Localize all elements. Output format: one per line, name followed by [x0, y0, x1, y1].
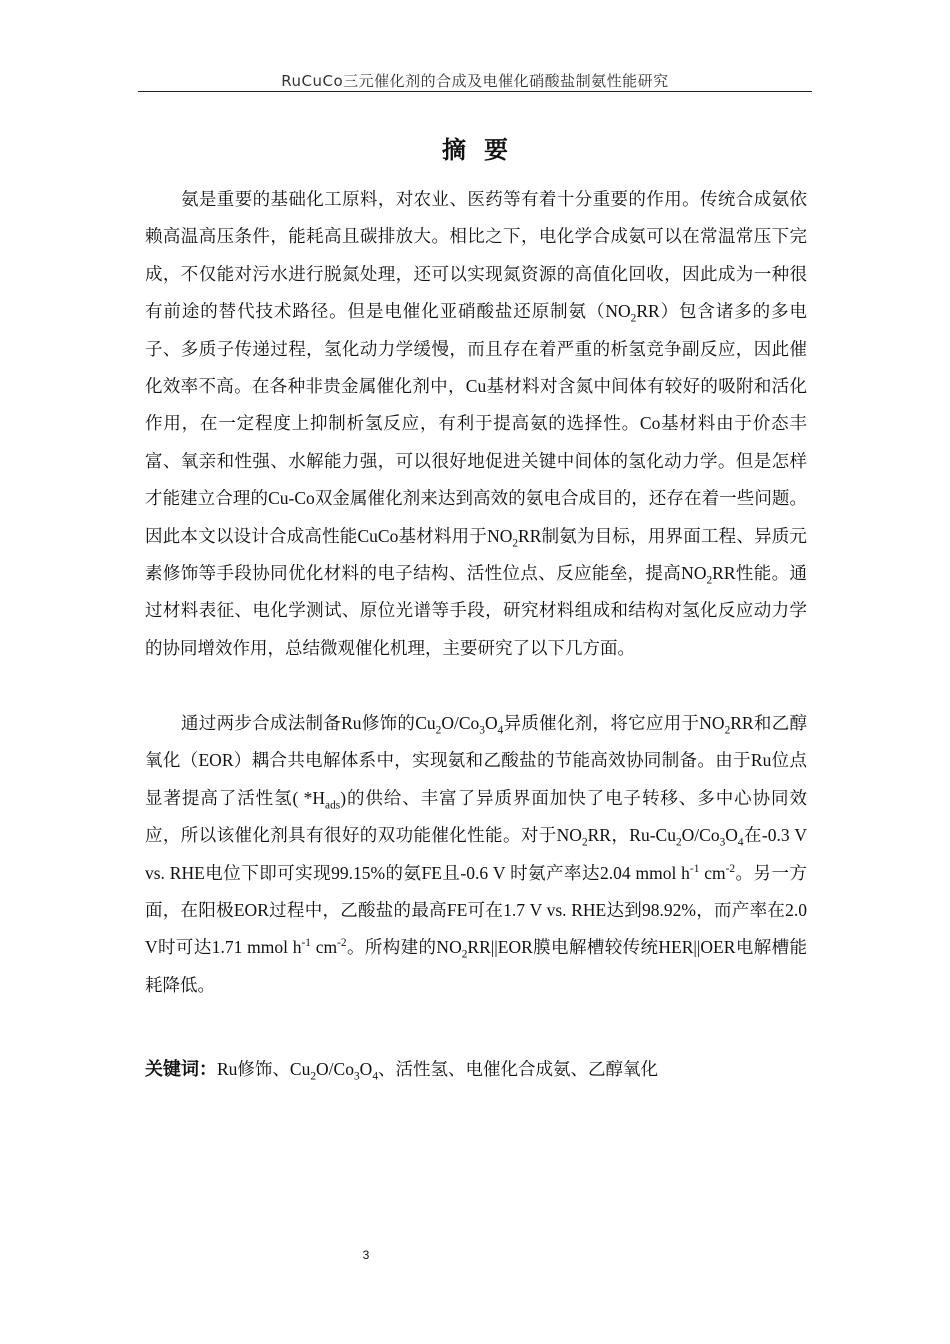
subscript: 2 — [630, 312, 637, 325]
keyword-text: O/Co — [316, 1059, 354, 1079]
text-run: )的供给、丰富了异质界面加快了电子转移、多中心协同效应，所以该催化剂具有很好的双功能催化性能。对于NO — [145, 787, 808, 846]
text-run: 氨是重要的基础化工原料，对农业、医药等有着十分重要的作用。传统合成氨依赖高温高压条件，能耗高且碳排放大。相比之下，电化学合成氨可以在常温常压下完成，不仅能对污水进行脱氮处理，还可以实现氮资源的高值化回收，因此成为一种很有前途的替代技术路径。但是电催化亚硝酸盐还原制氨（NO — [145, 189, 807, 322]
superscript: -2 — [337, 937, 347, 950]
text-run: 通过两步合成法制备Ru修饰的Cu — [181, 713, 436, 733]
keyword-text: Ru修饰、Cu — [217, 1059, 311, 1079]
keyword-text: 、活性氢、电催化合成氨、乙醇氧化 — [378, 1059, 658, 1079]
subscript: 4 — [372, 1070, 378, 1083]
text-run: RR||EOR膜电解槽较传统HER||OER电解槽能耗降低。 — [145, 937, 807, 995]
subscript: 2 — [675, 836, 682, 849]
text-run: O/Co — [441, 713, 480, 733]
subscript: 3 — [479, 724, 485, 737]
text-run: RR性能。通过材料表征、电化学测试、原位光谱等手段，研究材料组成和结构对氢化反应动力学的协同增效作用，总结微观催化机理，主要研究了以下几方面。 — [145, 563, 807, 658]
text-run: O — [484, 713, 498, 733]
text-run: RR和乙醇氧化（EOR）耦合共电解体系中，实现氨和乙酸盐的节能高效协同制备。由于Ru位点显著提高了活性氢( *H — [145, 713, 807, 808]
text-run: RR制氨为目标，用界面工程、异质元素修饰等手段协同优化材料的电子结构、活性位点、反应能垒，提高NO — [145, 525, 808, 584]
subscript: 2 — [724, 724, 731, 737]
subscript: 4 — [497, 724, 504, 737]
keyword-text: O — [359, 1059, 373, 1079]
subscript: 2 — [706, 574, 713, 587]
keywords-line — [145, 1051, 807, 1088]
subscript: 3 — [719, 836, 726, 849]
superscript: -2 — [725, 862, 736, 875]
abstract-title: 摘要 — [442, 136, 526, 164]
page-number: 3 — [362, 1248, 370, 1262]
text-run: RR）包含诸多的多电子、多质子传递过程，氢化动力学缓慢，而且存在着严重的析氢竞争副反应，因此催化效率不高。在各种非贵金属催化剂中，Cu基材料对含氮中间体有较好的吸附和活化作用，在一定程度上抑制析氢反应，有利于提高氨的选择性。Co基材料由于价态丰富、氧亲和性强、水解能力强，可以很好地促进关键中间体的氢化动力学。但是怎样才能建立合理的Cu-Co双金属催化剂来达到高效的氨电合成目的，还存在着一些问题。因此本文以设计合成高性能CuCo基材料用于NO — [145, 301, 807, 546]
superscript: -1 — [301, 937, 311, 950]
subscript: 3 — [353, 1070, 360, 1083]
running-header-title: RuCuCo三元催化剂的合成及电催化硝酸盐制氨性能研究 — [281, 72, 669, 90]
text-run: 。另一方面，在阳极EOR过程中，乙酸盐的最高FE可在1.7 V vs. RHE达到98.92%，而产率在2.0 V时可达1.71 mmol h — [145, 862, 807, 958]
subscript: 2 — [310, 1070, 317, 1083]
text-run: O/Co — [681, 825, 720, 846]
subscript: 2 — [512, 537, 519, 550]
text-run: O — [725, 825, 738, 846]
subscript: ads — [325, 799, 341, 812]
abstract-paragraph-2 — [145, 705, 807, 1004]
superscript: -1 — [689, 862, 700, 875]
header-divider — [138, 91, 812, 92]
text-run: 异质催化剂，将它应用于NO — [503, 713, 725, 733]
subscript: 2 — [435, 724, 442, 737]
text-run: RR，Ru-Cu — [587, 825, 676, 846]
subscript: 2 — [581, 836, 588, 849]
text-run: cm — [699, 862, 726, 883]
text-run: 在-0.3 V vs. RHE电位下即可实现99.15%的氨FE且-0.6 V 时氨产率达2.04 mmol h — [145, 825, 808, 883]
subscript: 4 — [737, 836, 744, 849]
abstract-paragraph-1 — [145, 181, 807, 667]
subscript: 2 — [461, 948, 468, 961]
text-run: 。所构建的NO — [346, 937, 462, 958]
text-run: cm — [310, 937, 338, 958]
keywords-label: 关键词： — [145, 1059, 217, 1080]
